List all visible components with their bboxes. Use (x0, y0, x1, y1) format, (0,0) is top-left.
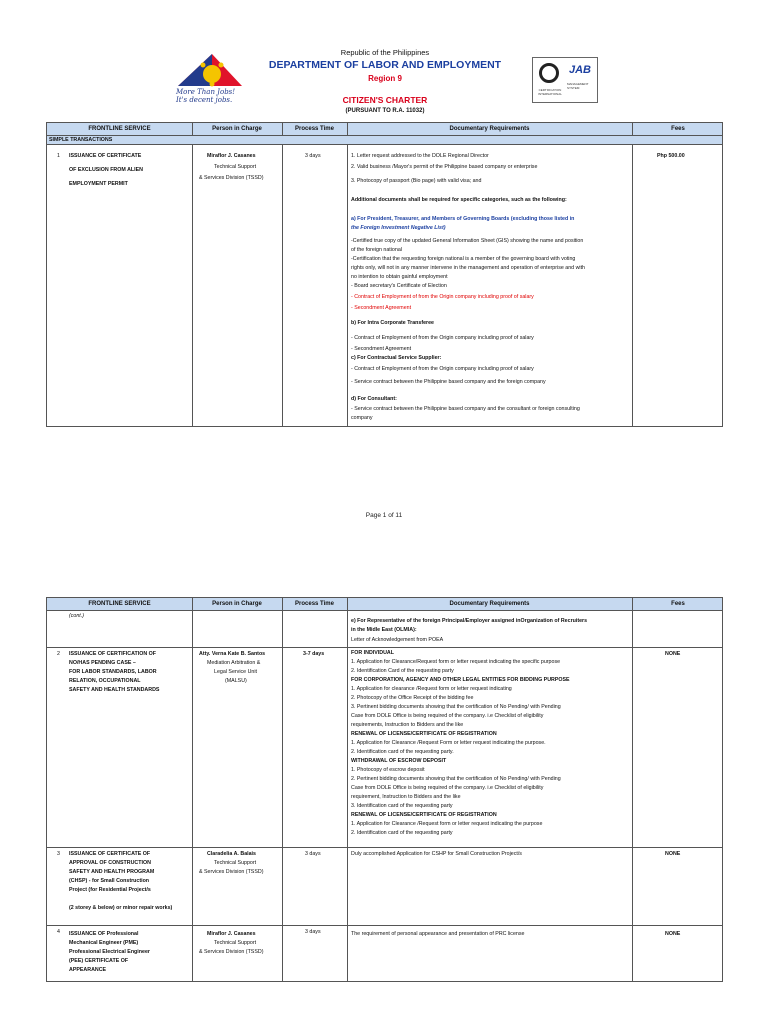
col-header-person: Person in Charge (212, 126, 262, 132)
table-header (47, 598, 722, 611)
page-number: Page 1 of 11 (365, 512, 403, 519)
certification-logo: CERTIFICATION INTERNATIONAL JAB MANAGEMENT SYSTEM (532, 57, 598, 103)
certification-q-icon (539, 63, 559, 83)
col-header-time: Process Time (295, 126, 334, 132)
logo-tagline: More Than Jobs! It's decent jobs. (176, 88, 236, 104)
republic-text: Republic of the Philippines (340, 48, 430, 57)
col-header-person: Person in Charge (212, 601, 262, 607)
col-header-fees: Fees (671, 126, 685, 132)
department-title: DEPARTMENT OF LABOR AND EMPLOYMENT (268, 59, 502, 71)
col-header-requirements: Documentary Requirements (449, 126, 530, 132)
document-header (0, 0, 768, 120)
charter-table-page-1: FRONTLINE SERVICE Person in Charge Process Time Documentary Requirements Fees SIMPLE TRANSACTIONS 1 ISSUANCE OF CERTIFICATE OF EXCLUSION FROM ALIEN EMPLOYMENT PERMIT Miraflor J. Casanes Technical Support & Services Division (TSSD) 3 days Php 500.00 1. Letter request addressed to the DOLE Regional Director 2. Valid business /Mayor's permit of the Philippine based company or enterprise 3. Photocopy of passport (Bio page) with valid visa; and Additional documents shall be required for specific categories, such as the following: a) For President, Treasurer, and Members of Governing Boards (excluding those listed in the Foreign Investment Negative List) -Certified true copy of the updated General Information Sheet (GIS) showing the name and position of the foreign national -Certification that the requesting foreign national is a member of the governing board with voting rights only, will not in any manner intervene in the management and operation of enterprise and with no intention to obtain gainful employment - Board secretary's Certificate of Election - Contract of Employment of from the Origin company including proof of salary - Secondment Agreement b) For Intra Corporate Transferee - Contract of Employment of from the Origin company including proof of salary - Secondment Agreement c) For Contractual Service Supplier: - Contract of Employment of from the Origin company including proof of salary - Service contract between the Philippine based company and the foreign company d) For Consultant: - Service contract between the Philippine based company and the consultant or foreign consulting company (46, 122, 723, 427)
header-title-block (260, 48, 510, 114)
col-header-requirements: Documentary Requirements (449, 601, 530, 607)
charter-title: CITIZEN'S CHARTER (342, 95, 428, 105)
jab-logo-icon: JAB (569, 64, 592, 76)
charter-table-page-2: FRONTLINE SERVICE Person in Charge Process Time Documentary Requirements Fees (cont.) e) For Representative of the foreign Principal/Employer assigned inOrganization of Recruiters in the Midle East (OLMIA): Letter of Acknowledgement from POEA 2 ISSUANCE OF CERTIFICATION OF NO/HAS PENDING CASE – FOR LABOR STANDARDS, LABOR RELATION, OCCUPATIONAL SAFETY AND HEALTH STANDARDS Atty. Verna Kate B. Santos Mediation Arbitration & Legal Service Unit (MALSU) 3-7 days NONE FOR INDIVIDUAL 1. Application for Clearance/Request form or letter request indicating the specific purpose 2. Identification Card of the requesting party FOR CORPORATION, AGENCY AND OTHER LEGAL ENTITIES FOR BIDDING PURPOSE 1. Application for clearance /Request form or letter request indicating 2. Photocopy of the Office Receipt of the bidding fee 3. Pertinent bidding documents showing that the certification of No Pending/ with Pending Case from DOLE Office is being required of the company. i.e Checklist of eligibility requirements, Instruction to Bidders and the like RENEWAL OF LICENSE/CERTIFICATE OF REGISTRATION 1. Application for Clearance /Request Form or letter request indicating the purpose. 2. Identification card of the requesting party. WITHDRAWAL OF ESCROW DEPOSIT 1. Photocopy of escrow deposit 2. Pertinent bidding documents showing that the certification of No Pending/ with Pending Case from DOLE Office is being required of the company. i.e Checklist of eligibility requirement, Instruction to Bidders and the like 3. Identification card of the requesting party RENEWAL OF LICENSE/CERTIFICATE OF REGISTRATION 1. Application for Clearance /Request form or letter request indicating the purpose 2. Identification card of the requesting party 3 ISSUANCE OF CERTIFICATE OF APPROVAL OF CONSTRUCTION SAFETY AND HEALTH PROGRAM (CHSP) - for Small Construction Project (for Residential Project/s (2 storey & below) or minor repair works) Claradelia A. Balais Technical Support & Services Division (TSSD) 3 days NONE Duly accomplished Application for CSHP for Small Construction Project/s 4 ISSUANCE OF Professional Mechanical Engineer (PME) Professional Electrical Engineer (PEE) CERTIFICATE OF APPEARANCE Miraflor J. Casanes Technical Support & Services Division (TSSD) 3 days NONE The requirement of personal appearance and presentation of PRC license (46, 597, 723, 982)
col-header-service: FRONTLINE SERVICE (88, 601, 151, 607)
region-label: Region 9 (368, 74, 402, 83)
col-header-service: FRONTLINE SERVICE (88, 126, 151, 132)
pursuant-text: (PURSUANT TO R.A. 11032) (345, 108, 425, 114)
simple-transactions-band: SIMPLE TRANSACTIONS (47, 136, 722, 145)
col-header-time: Process Time (295, 601, 334, 607)
table-header (47, 123, 722, 136)
col-header-fees: Fees (671, 601, 685, 607)
